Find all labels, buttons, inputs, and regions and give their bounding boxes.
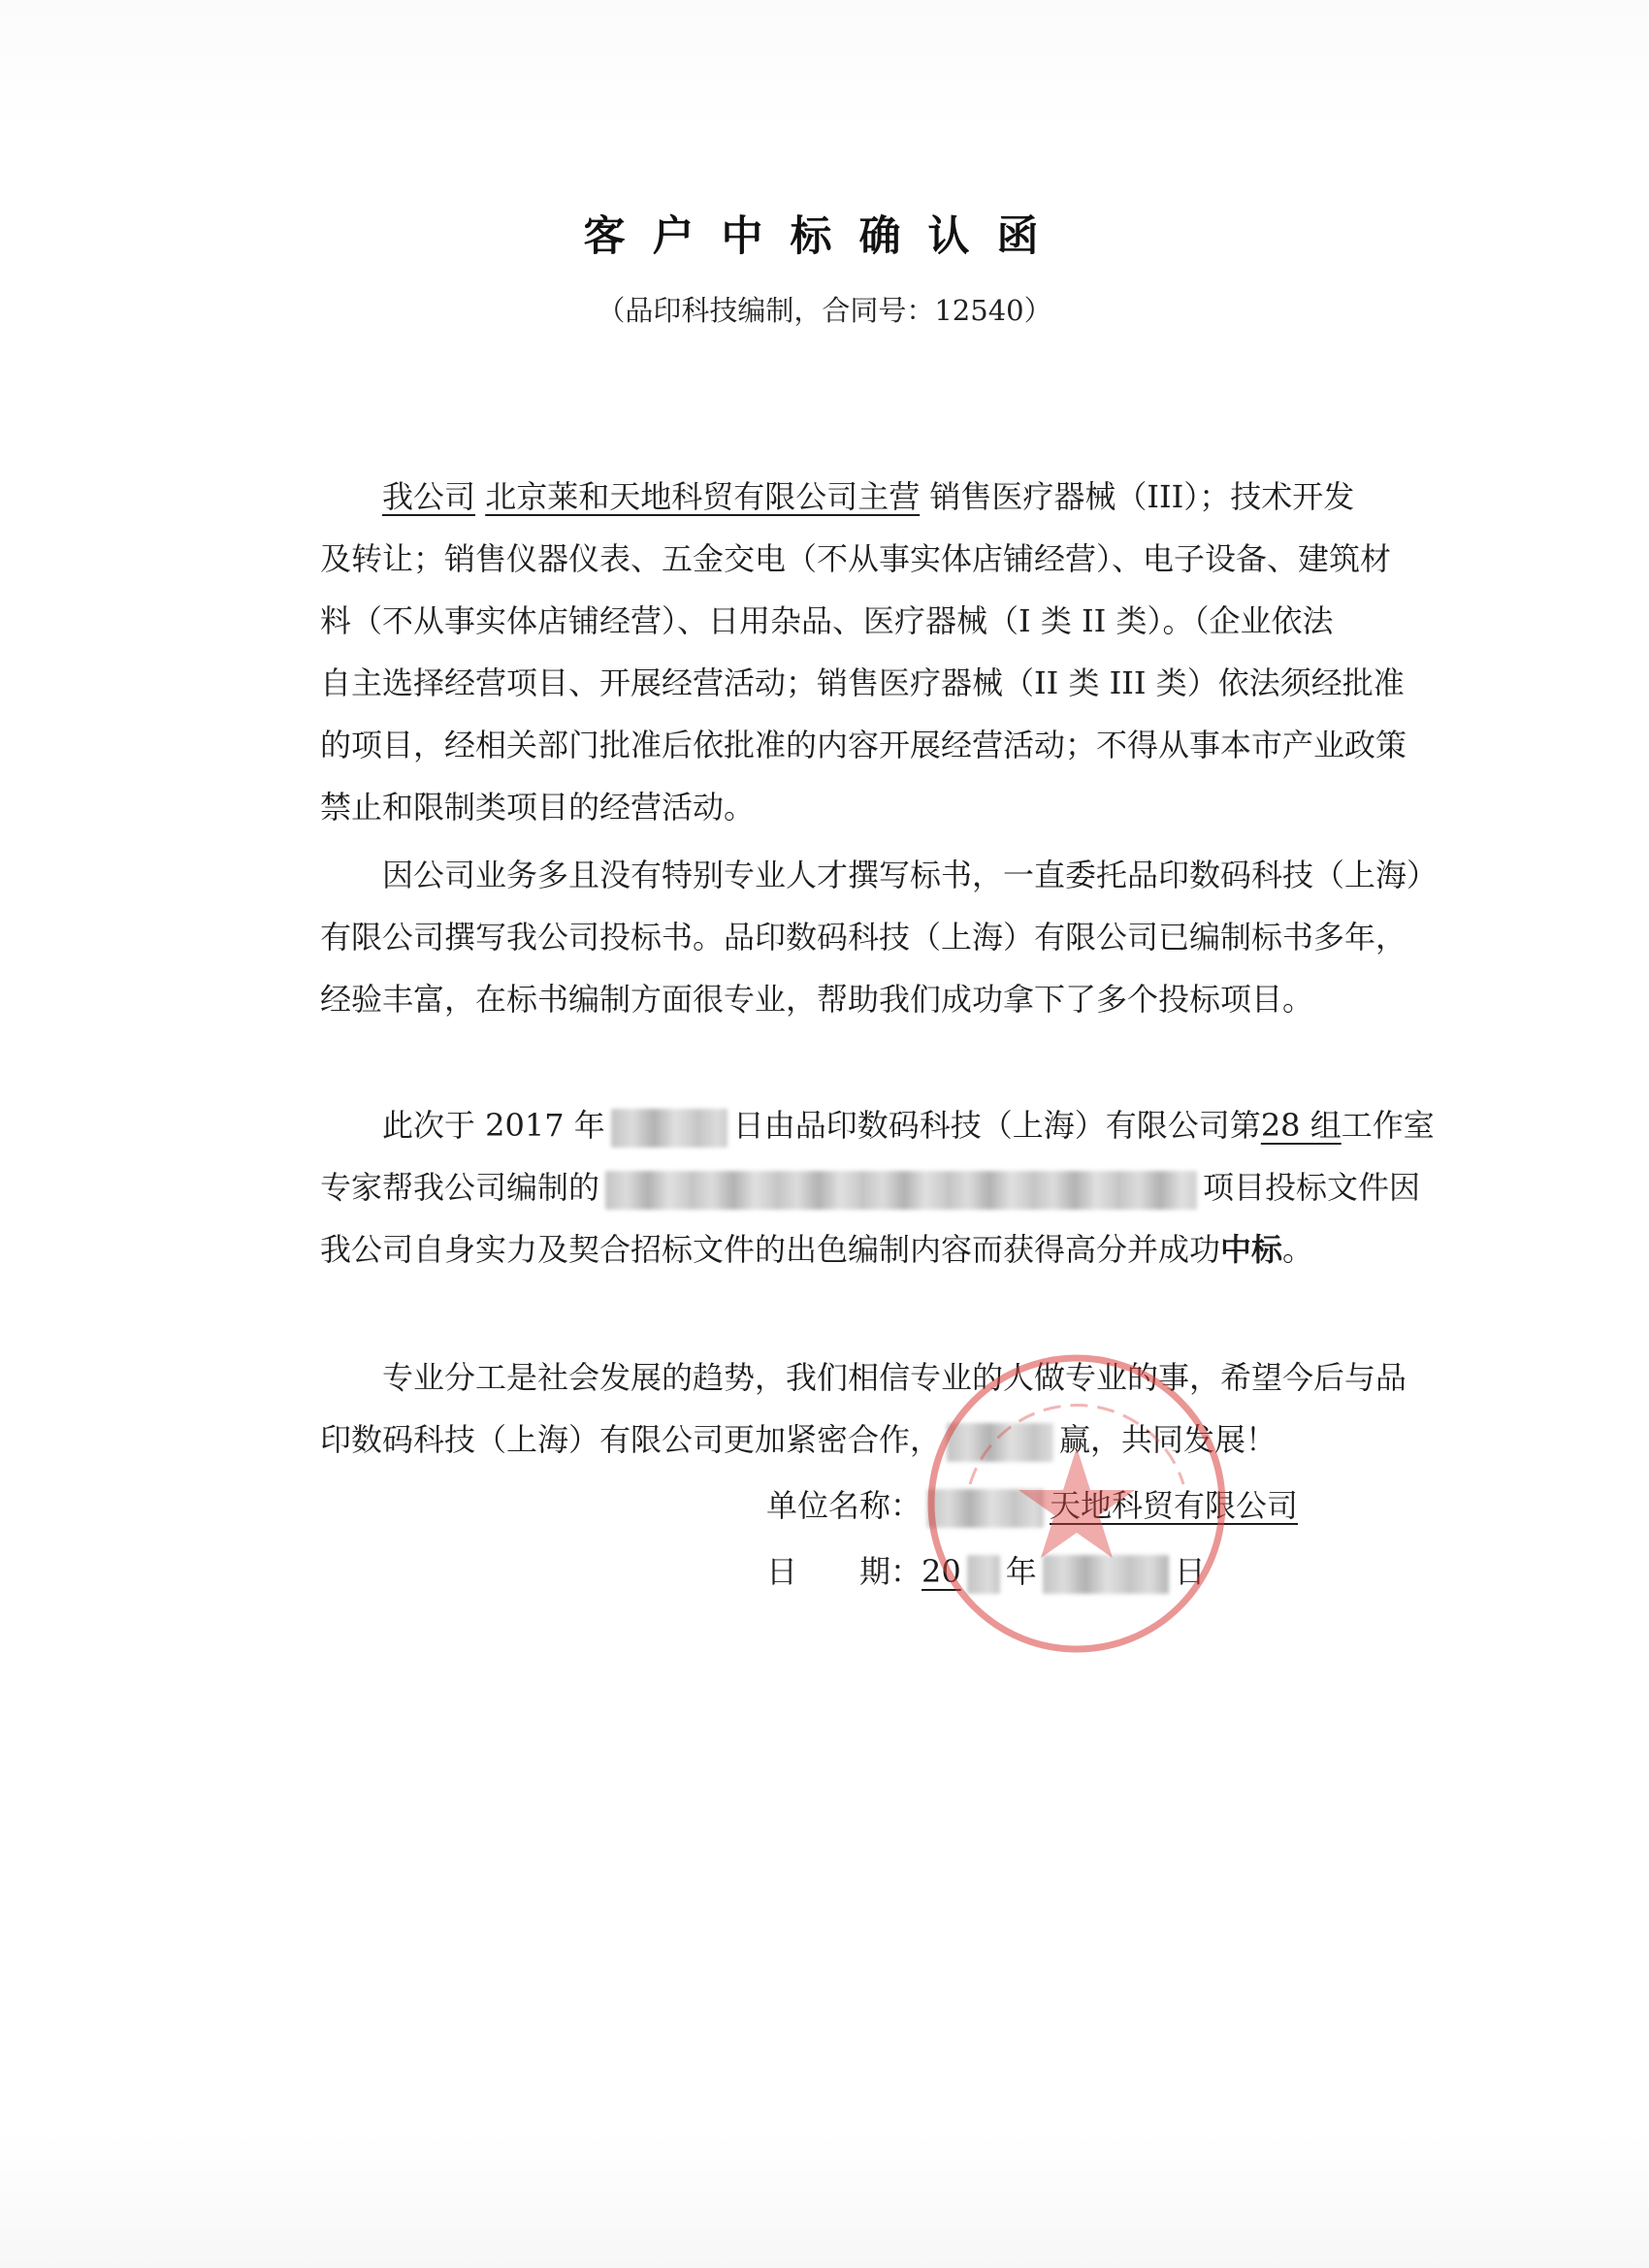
- paragraph-1-line-6: 禁止和限制类项目的经营活动。: [320, 789, 756, 826]
- studio-text: 工作室: [1341, 1107, 1435, 1144]
- period: 。: [1282, 1231, 1314, 1268]
- paragraph-3-line-3: [320, 1220, 1445, 1279]
- date-label: 日 期：: [766, 1553, 922, 1590]
- paragraph-2-line-1: 因公司业务多且没有特别专业人才撰写标书，一直委托品印数码科技（上海）: [382, 857, 1439, 893]
- redacted-month: [1043, 1555, 1169, 1594]
- date-year-suffix: 年: [1005, 1553, 1037, 1590]
- page-subtitle: （品印科技编制，合同号：12540）: [597, 294, 1052, 327]
- redacted-project-name: [605, 1171, 1197, 1210]
- paragraph-1-line-4: 自主选择经营项目、开展经营活动；销售医疗器械（II 类 III 类）依法须经批准: [320, 664, 1405, 701]
- unit-label: 单位名称：: [766, 1487, 922, 1524]
- redacted-word: [947, 1423, 1053, 1462]
- paragraph-2-line-3: 经验丰富，在标书编制方面很专业，帮助我们成功拿下了多个投标项目。: [320, 981, 1314, 1018]
- vendor-text: 日由品印数码科技（上海）有限公司第: [732, 1107, 1261, 1144]
- result-text: 我公司自身实力及契合招标文件的出色编制内容而获得高分并成功: [320, 1231, 1221, 1268]
- redacted-date: [611, 1109, 728, 1148]
- closing-text: 赢，共同发展！: [1059, 1421, 1277, 1458]
- date-year: 20: [922, 1553, 961, 1590]
- paragraph-4-line-1: 专业分工是社会发展的趋势，我们相信专业的人做专业的事，希望今后与品: [382, 1359, 1407, 1396]
- signature-unit: [766, 1476, 1298, 1535]
- win-text: 中标: [1220, 1231, 1283, 1268]
- signature-date: [766, 1542, 1206, 1601]
- paragraph-3-line-1: [320, 1096, 1507, 1154]
- business-scope-start: 销售医疗器械（III）；技术开发: [929, 478, 1355, 515]
- paragraph-1-line-1: [320, 468, 1507, 526]
- project-text: 项目投标文件因: [1203, 1169, 1421, 1206]
- company-prefix: 我公司: [382, 478, 476, 515]
- redacted-unit: [927, 1489, 1044, 1528]
- cooperation-text: 印数码科技（上海）有限公司更加紧密合作，: [320, 1421, 942, 1458]
- company-name: 北京莱和天地科贸有限公司主营: [485, 478, 921, 515]
- paragraph-1-line-5: 的项目，经相关部门批准后依批准的内容开展经营活动；不得从事本市产业政策: [320, 727, 1407, 763]
- date-day: 日: [1174, 1553, 1206, 1590]
- paragraph-3-line-2: [320, 1158, 1445, 1216]
- expert-text: 专家帮我公司编制的: [320, 1169, 600, 1206]
- paragraph-4-line-2: [320, 1410, 1445, 1469]
- page-title: 客户中标确认函: [583, 212, 1066, 261]
- year-text: 此次于 2017 年: [382, 1107, 605, 1144]
- paragraph-1-line-3: 料（不从事实体店铺经营）、日用杂品、医疗器械（I 类 II 类）。（企业依法: [320, 602, 1334, 639]
- group-number: 28 组: [1260, 1107, 1342, 1144]
- paragraph-1-line-2: 及转让；销售仪器仪表、五金交电（不从事实体店铺经营）、电子设备、建筑材: [320, 540, 1392, 577]
- redacted-year: [967, 1555, 1000, 1594]
- paragraph-2-line-2: 有限公司撰写我公司投标书。品印数码科技（上海）有限公司已编制标书多年，: [320, 919, 1407, 956]
- unit-value: 天地科贸有限公司: [1050, 1487, 1299, 1524]
